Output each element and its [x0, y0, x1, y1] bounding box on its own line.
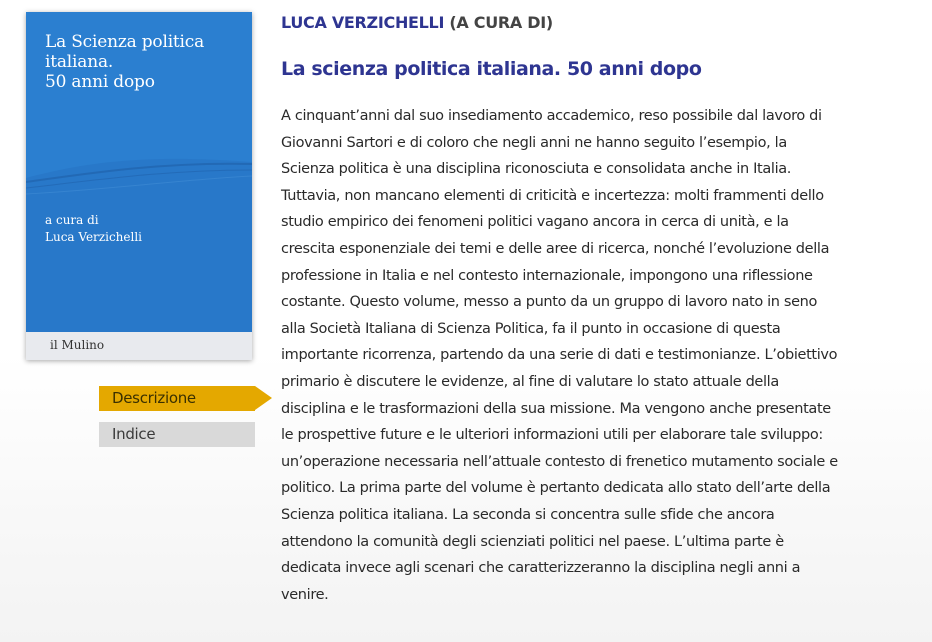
description-line: A cinquant’anni dal suo insediamento accademico, reso possibile dal lavoro di — [281, 108, 822, 124]
cover-editor-line: a cura di — [45, 213, 99, 227]
description-line: Scienza politica è una disciplina riconosciuta e consolidata anche in Italia. — [281, 161, 792, 178]
author-line — [281, 13, 553, 32]
description-line: le prospettive future e le ulteriori informazioni utili per elaborare tale sviluppo: — [281, 427, 823, 444]
cover-editor-line: Luca Verzichelli — [45, 230, 143, 244]
description-line: venire. — [281, 586, 329, 603]
book-title: La scienza politica italiana. 50 anni dopo — [281, 58, 702, 80]
description-line: studio empirico dei fenomeni politici vagano ancora in cerca di unità, e la — [281, 214, 789, 231]
cover-title-line: italiana. — [45, 52, 114, 72]
description-line: politico. La prima parte del volume è pertanto dedicata allo stato dell’arte della — [281, 480, 831, 497]
tab-label: Indice — [112, 425, 156, 443]
description-line: alla Società Italiana di Scienza Politica, fa il punto in occasione di questa — [281, 320, 781, 337]
book-description — [281, 103, 931, 608]
cover-title-line: La Scienza politica — [45, 32, 205, 52]
author-name-link[interactable]: LUCA VERZICHELLI — [281, 13, 445, 32]
description-line: un’operazione necessaria nell’attuale contesto di frenetico mutamento sociale e — [281, 453, 838, 470]
cover-publisher: il Mulino — [50, 338, 105, 352]
cover-title-line: 50 anni dopo — [45, 72, 155, 92]
description-line: Giovanni Sartori e di coloro che negli anni ne hanno seguito l’esempio, la — [281, 134, 787, 151]
tab-label: Descrizione — [112, 389, 196, 407]
tab-descrizione[interactable] — [99, 386, 255, 411]
description-line: importante ricorrenza, partendo da una serie di dati e testimonianze. L’obiettivo — [281, 347, 838, 364]
tab-indice[interactable] — [99, 422, 255, 447]
description-line: costante. Questo volume, messo a punto da un gruppo di lavoro nato in seno — [281, 294, 818, 311]
description-line: crescita esponenziale dei temi e delle aree di ricerca, nonché l’evoluzione della — [281, 240, 830, 257]
cover-footer — [26, 332, 252, 360]
cover-title — [45, 32, 245, 92]
author-role: (A CURA DI) — [449, 13, 553, 32]
cover-editor — [45, 212, 142, 246]
description-line: professione in Italia e nel contesto internazionale, impongono una riflessione — [281, 267, 813, 284]
description-line: Tuttavia, non mancano elementi di criticità e incertezza: molti frammenti dello — [281, 187, 824, 204]
active-tab-arrow-icon — [255, 386, 272, 410]
book-cover — [26, 12, 252, 360]
description-line: primario è discutere le evidenze, al fine di valutare lo stato attuale della — [281, 373, 779, 390]
description-line: Scienza politica italiana. La seconda si concentra sulle sfide che ancora — [281, 506, 775, 523]
description-line: attendono la comunità degli scienziati politici nel paese. L’ultima parte è — [281, 533, 784, 550]
description-line: dedicata invece agli scenari che caratterizzeranno la disciplina negli anni a — [281, 560, 801, 577]
description-line: disciplina e le trasformazioni della sua missione. Ma vengono anche presentate — [281, 400, 831, 417]
cover-art — [26, 12, 252, 332]
